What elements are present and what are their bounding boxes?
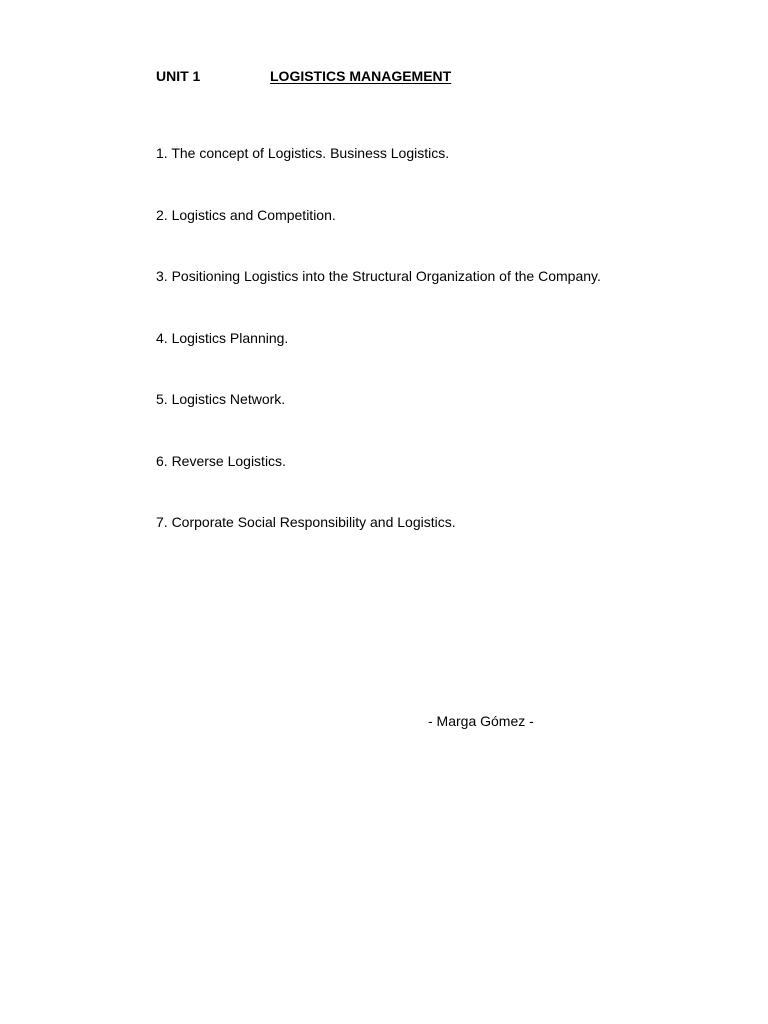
topic-item: 6. Reverse Logistics. — [156, 452, 286, 469]
topic-item: 3. Positioning Logistics into the Structural Organization of the Company. — [156, 268, 601, 284]
topic-item: 2. Logistics and Competition. — [156, 206, 336, 223]
topic-item: 5. Logistics Network. — [156, 391, 286, 407]
topic-item: 7. Corporate Social Responsibility and Logistics. — [156, 514, 456, 530]
author-signature: - Marga Gómez - — [428, 713, 534, 729]
unit-label: UNIT 1 — [156, 68, 201, 84]
topic-list — [156, 144, 601, 575]
topic-item: 1. The concept of Logistics. Business Logistics. — [156, 145, 450, 161]
unit-title: LOGISTICS MANAGEMENT — [270, 68, 452, 84]
topic-item: 4. Logistics Planning. — [156, 329, 289, 346]
